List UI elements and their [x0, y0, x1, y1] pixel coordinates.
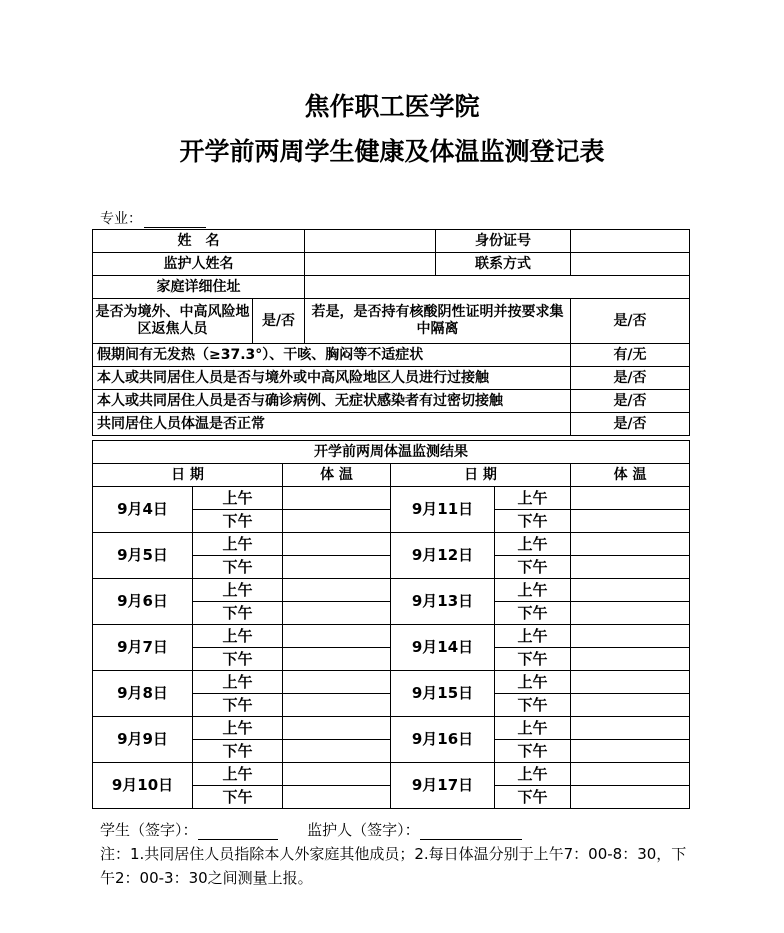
date-right: 9月15日	[391, 671, 495, 717]
temp-header-right: 体 温	[571, 464, 690, 487]
am-label: 上午	[193, 671, 283, 694]
pm-label: 下午	[495, 510, 571, 533]
am-label: 上午	[193, 625, 283, 648]
temp-input-right-am[interactable]	[571, 579, 690, 602]
school-title: 焦作职工医学院	[304, 92, 480, 121]
temperature-table	[92, 440, 690, 809]
date-header-left: 日 期	[93, 464, 283, 487]
name-input[interactable]	[305, 230, 436, 253]
pm-label: 下午	[193, 786, 283, 809]
major-field	[100, 208, 206, 228]
household-temp-question: 共同居住人员体温是否正常	[93, 413, 571, 436]
return-answer[interactable]: 是/否	[253, 299, 305, 344]
info-table	[92, 229, 690, 436]
pm-label: 下午	[193, 510, 283, 533]
address-label: 家庭详细住址	[93, 276, 305, 299]
day-rows	[93, 487, 690, 809]
pm-label: 下午	[193, 694, 283, 717]
pm-label: 下午	[495, 556, 571, 579]
pm-label: 下午	[495, 602, 571, 625]
temp-input-left-pm[interactable]	[283, 694, 391, 717]
temp-input-right-am[interactable]	[571, 763, 690, 786]
temp-header-left: 体 温	[283, 464, 391, 487]
day-row-am	[93, 717, 690, 740]
fever-answer[interactable]: 有/无	[571, 344, 690, 367]
temp-input-left-pm[interactable]	[283, 740, 391, 763]
temp-input-right-pm[interactable]	[571, 786, 690, 809]
name-label: 姓 名	[93, 230, 305, 253]
guardian-name-label: 监护人姓名	[93, 253, 305, 276]
am-label: 上午	[193, 533, 283, 556]
temp-input-right-am[interactable]	[571, 671, 690, 694]
temp-input-right-am[interactable]	[571, 533, 690, 556]
day-row-am	[93, 625, 690, 648]
major-label: 专业：	[100, 211, 142, 227]
temp-input-right-pm[interactable]	[571, 510, 690, 533]
temp-input-right-pm[interactable]	[571, 648, 690, 671]
guardian-sign-label: 监护人（签字）：	[307, 821, 420, 839]
household-temp-answer[interactable]: 是/否	[571, 413, 690, 436]
monitor-section-title: 开学前两周体温监测结果	[93, 441, 690, 464]
day-row-am	[93, 487, 690, 510]
am-label: 上午	[495, 533, 571, 556]
contact-area-question: 本人或共同居住人员是否与境外或中高风险地区人员进行过接触	[93, 367, 571, 390]
guardian-sign-blank[interactable]	[420, 824, 522, 840]
am-label: 上午	[193, 579, 283, 602]
temp-input-right-am[interactable]	[571, 487, 690, 510]
date-right: 9月16日	[391, 717, 495, 763]
am-label: 上午	[495, 579, 571, 602]
date-left: 9月10日	[93, 763, 193, 809]
am-label: 上午	[495, 717, 571, 740]
day-row-am	[93, 533, 690, 556]
signature-line	[100, 819, 522, 840]
temp-input-left-am[interactable]	[283, 579, 391, 602]
contact-input[interactable]	[571, 253, 690, 276]
contact-case-answer[interactable]: 是/否	[571, 390, 690, 413]
date-right: 9月11日	[391, 487, 495, 533]
temp-input-right-pm[interactable]	[571, 602, 690, 625]
temp-input-left-pm[interactable]	[283, 602, 391, 625]
contact-label: 联系方式	[436, 253, 571, 276]
temp-input-left-pm[interactable]	[283, 786, 391, 809]
pm-label: 下午	[193, 648, 283, 671]
day-row-am	[93, 763, 690, 786]
date-right: 9月17日	[391, 763, 495, 809]
date-left: 9月7日	[93, 625, 193, 671]
date-header-right: 日 期	[391, 464, 571, 487]
pm-label: 下午	[193, 740, 283, 763]
date-right: 9月13日	[391, 579, 495, 625]
day-row-am	[93, 579, 690, 602]
student-sign-blank[interactable]	[198, 824, 278, 840]
id-label: 身份证号	[436, 230, 571, 253]
test-answer[interactable]: 是/否	[571, 299, 690, 344]
temp-input-left-am[interactable]	[283, 533, 391, 556]
pm-label: 下午	[495, 786, 571, 809]
pm-label: 下午	[495, 648, 571, 671]
footnote: 注：1.共同居住人员指除本人外家庭其他成员；2.每日体温分别于上午7：00-8：30，下午2：00-3：30之间测量上报。	[100, 845, 687, 887]
am-label: 上午	[495, 487, 571, 510]
guardian-name-input[interactable]	[305, 253, 436, 276]
contact-case-question: 本人或共同居住人员是否与确诊病例、无症状感染者有过密切接触	[93, 390, 571, 413]
id-input[interactable]	[571, 230, 690, 253]
pm-label: 下午	[495, 694, 571, 717]
am-label: 上午	[495, 671, 571, 694]
fever-question: 假期间有无发热（≥37.3°）、干咳、胸闷等不适症状	[93, 344, 571, 367]
am-label: 上午	[495, 763, 571, 786]
pm-label: 下午	[495, 740, 571, 763]
date-left: 9月4日	[93, 487, 193, 533]
date-left: 9月8日	[93, 671, 193, 717]
temp-input-left-am[interactable]	[283, 717, 391, 740]
major-blank[interactable]	[144, 213, 206, 228]
temp-input-left-pm[interactable]	[283, 556, 391, 579]
date-right: 9月12日	[391, 533, 495, 579]
return-question: 是否为境外、中高风险地区返焦人员	[93, 299, 253, 344]
temp-input-left-am[interactable]	[283, 671, 391, 694]
am-label: 上午	[193, 763, 283, 786]
student-sign-label: 学生（签字）：	[100, 821, 198, 839]
am-label: 上午	[193, 487, 283, 510]
test-question: 若是，是否持有核酸阴性证明并按要求集中隔离	[305, 299, 571, 344]
am-label: 上午	[193, 717, 283, 740]
address-input[interactable]	[305, 276, 690, 299]
date-left: 9月5日	[93, 533, 193, 579]
temp-input-left-am[interactable]	[283, 487, 391, 510]
am-label: 上午	[495, 625, 571, 648]
temp-input-left-am[interactable]	[283, 625, 391, 648]
temp-input-right-pm[interactable]	[571, 694, 690, 717]
date-right: 9月14日	[391, 625, 495, 671]
pm-label: 下午	[193, 602, 283, 625]
date-left: 9月9日	[93, 717, 193, 763]
temp-input-left-pm[interactable]	[283, 510, 391, 533]
form-title: 开学前两周学生健康及体温监测登记表	[179, 137, 605, 166]
pm-label: 下午	[193, 556, 283, 579]
temp-input-right-am[interactable]	[571, 625, 690, 648]
temp-input-right-pm[interactable]	[571, 740, 690, 763]
temp-input-right-am[interactable]	[571, 717, 690, 740]
day-row-am	[93, 671, 690, 694]
temp-input-right-pm[interactable]	[571, 556, 690, 579]
temp-input-left-pm[interactable]	[283, 648, 391, 671]
date-left: 9月6日	[93, 579, 193, 625]
temp-input-left-am[interactable]	[283, 763, 391, 786]
contact-area-answer[interactable]: 是/否	[571, 367, 690, 390]
